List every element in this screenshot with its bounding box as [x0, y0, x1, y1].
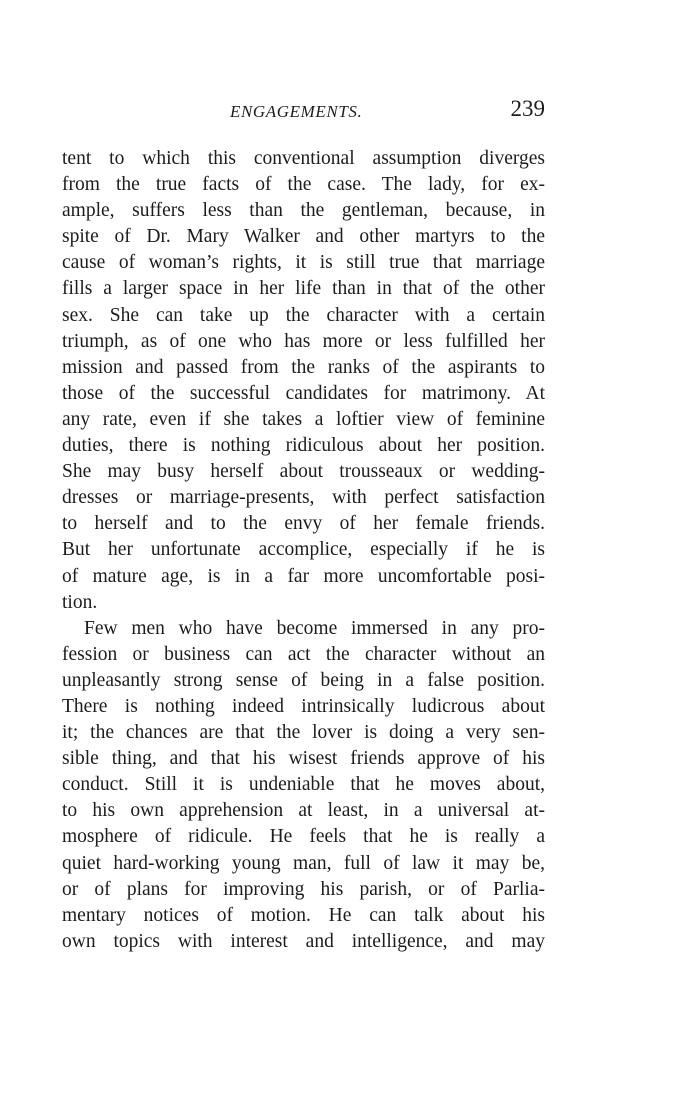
text-line: from the true facts of the case. The lady, for ex-	[62, 174, 545, 196]
paragraph-first-line: Few men who have become immersed in any pro-	[84, 617, 545, 639]
text-line: own topics with interest and intelligence, and may	[62, 930, 545, 952]
body-text	[62, 146, 545, 955]
text-line: duties, there is nothing ridiculous about her position.	[62, 435, 545, 457]
text-line: fession or business can act the character without an	[62, 643, 545, 665]
running-title: ENGAGEMENTS.	[230, 102, 363, 121]
text-line: There is nothing indeed intrinsically ludicrous about	[62, 695, 545, 717]
text-line: sex. She can take up the character with a certain	[62, 304, 545, 326]
text-line: ample, suffers less than the gentleman, because, in	[62, 200, 545, 222]
text-line: tent to which this conventional assumption diverges	[62, 148, 545, 169]
text-line: any rate, even if she takes a loftier view of feminine	[62, 408, 545, 430]
text-line: unpleasantly strong sense of being in a false position.	[62, 669, 545, 691]
page-number: 239	[510, 96, 545, 121]
text-line: dresses or marriage-presents, with perfect satisfaction	[62, 487, 545, 509]
text-line: of mature age, is in a far more uncomfortable posi-	[62, 565, 545, 587]
running-head	[62, 96, 545, 126]
text-line: conduct. Still it is undeniable that he moves about,	[62, 774, 545, 796]
text-line: mentary notices of motion. He can talk about his	[62, 904, 545, 926]
text-line: She may busy herself about trousseaux or wedding-	[62, 461, 545, 483]
text-line: quiet hard-working young man, full of law it may be,	[62, 852, 545, 874]
text-line: cause of woman’s rights, it is still true that marriage	[62, 252, 545, 274]
text-line: spite of Dr. Mary Walker and other martyrs to the	[62, 226, 545, 248]
text-line: it; the chances are that the lover is doing a very sen-	[62, 722, 545, 744]
text-line: triumph, as of one who has more or less fulfilled her	[62, 330, 545, 352]
text-line: But her unfortunate accomplice, especially if he is	[62, 539, 545, 561]
text-line: mosphere of ridicule. He feels that he is really a	[62, 826, 545, 848]
text-line: mission and passed from the ranks of the aspirants to	[62, 356, 545, 378]
text-line: to his own apprehension at least, in a universal at-	[62, 800, 545, 822]
text-line: those of the successful candidates for matrimony. At	[62, 382, 545, 404]
text-line: sible thing, and that his wisest friends approve of his	[62, 748, 545, 770]
text-line: fills a larger space in her life than in that of the other	[62, 278, 545, 300]
text-line: to herself and to the envy of her female friends.	[62, 513, 545, 535]
text-line: or of plans for improving his parish, or of Parlia-	[62, 878, 545, 900]
paragraph-end-line: tion.	[62, 591, 98, 613]
